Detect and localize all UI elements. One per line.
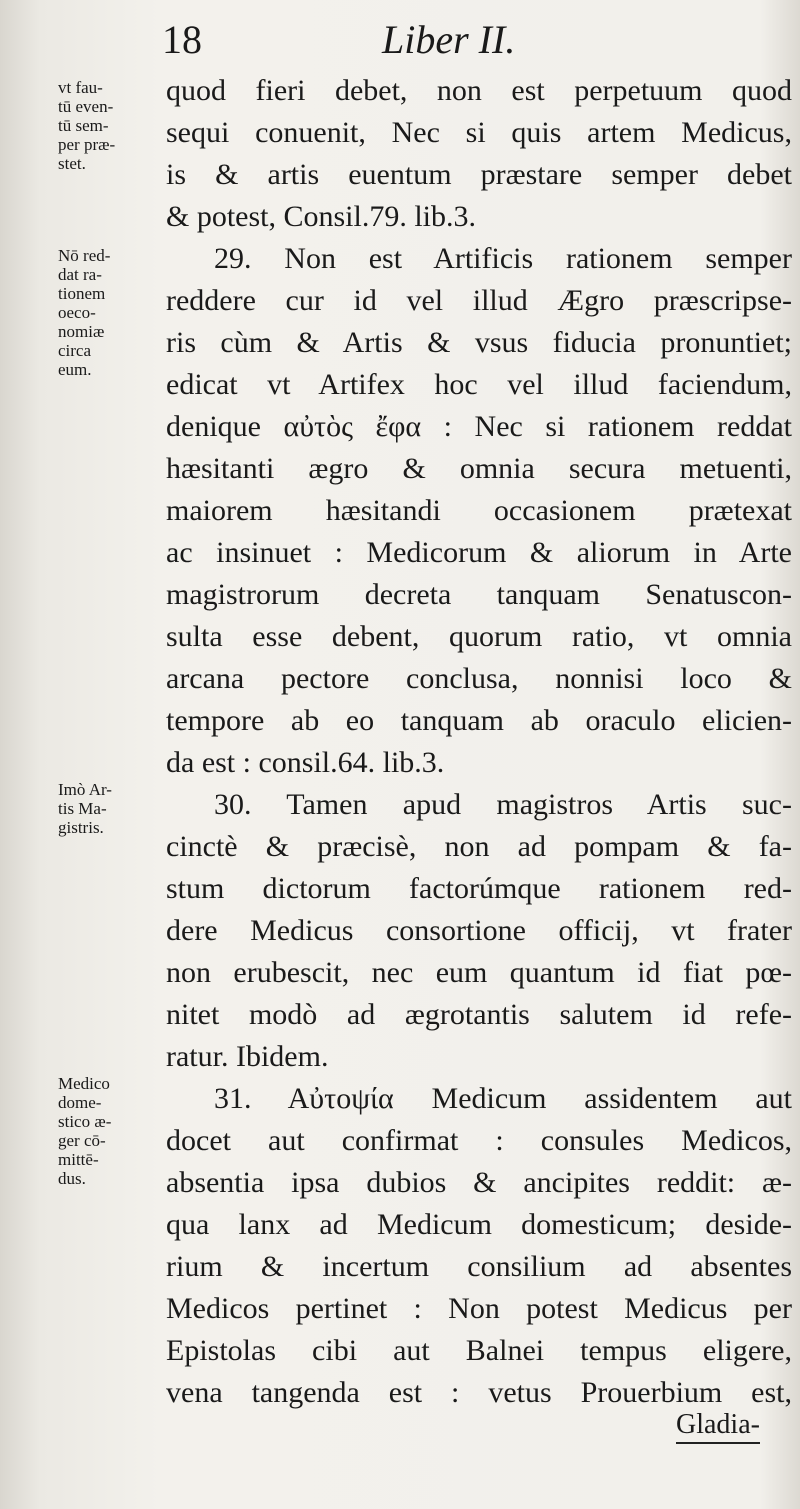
catchword: Gladia- (676, 1408, 760, 1444)
text-line: 29. Non est Artificis rationem semper (214, 242, 792, 275)
margin-note: Medico dome- stico æ- ger cō- mittē- dus. (58, 1074, 112, 1188)
text-line: reddere cur id vel illud Ægro præscripse- (166, 284, 792, 317)
margin-note: Nō red- dat ra- tionem oeco- nomiæ circa eum. (58, 246, 111, 379)
page-number: 18 (162, 17, 202, 62)
text-line: rium & incertum consilium ad absentes (166, 1250, 792, 1283)
text-line: qua lanx ad Medicum domesticum; deside- (166, 1208, 792, 1241)
text-line: denique αὐτὸς ἔφα : Nec si rationem reddat (166, 410, 792, 443)
text-line: non erubescit, nec eum quantum id fiat pœ- (166, 956, 792, 989)
text-line: ris cùm & Artis & vsus fiducia pronuntiet; (166, 326, 792, 359)
text-line: hæsitanti ægro & omnia secura metuenti, (166, 452, 792, 485)
text-line: absentia ipsa dubios & ancipites reddit: æ- (166, 1166, 792, 1199)
text-line: sequi conuenit, Nec si quis artem Medicus, (166, 116, 792, 149)
text-line: vena tangenda est : vetus Prouerbium est, (166, 1376, 792, 1409)
text-line: quod fieri debet, non est perpetuum quod (166, 74, 792, 107)
text-line: arcana pectore conclusa, nonnisi loco & (166, 662, 792, 695)
text-line: magistrorum decreta tanquam Senatuscon- (166, 578, 792, 611)
margin-note: vt fau- tū even- tū sem- per præ- stet. (58, 78, 116, 173)
text-line: & potest, Consil.79. lib.3. (166, 200, 477, 233)
text-line: docet aut confirmat : consules Medicos, (166, 1124, 792, 1157)
text-line: Epistolas cibi aut Balnei tempus eligere, (166, 1334, 792, 1367)
margin-note: Imò Ar- tis Ma- gistris. (58, 780, 112, 837)
text-line: stum dictorum factorúmque rationem red- (166, 872, 792, 905)
text-line: sulta esse debent, quorum ratio, vt omnia (166, 620, 792, 653)
running-head: Liber II. (382, 17, 516, 62)
page-header (150, 16, 750, 70)
text-line: edicat vt Artifex hoc vel illud faciendum, (166, 368, 792, 401)
text-line: Medicos pertinet : Non potest Medicus per (166, 1292, 792, 1325)
text-line: ac insinuet : Medicorum & aliorum in Arte (166, 536, 792, 569)
text-line: tempore ab eo tanquam ab oraculo elicien- (166, 704, 792, 737)
text-line: ratur. Ibidem. (166, 1040, 329, 1073)
text-line: is & artis euentum præstare semper debet (166, 158, 792, 191)
text-line: 31. Αὐτοψία Medicum assidentem aut (214, 1082, 792, 1115)
text-line: cinctè & præcisè, non ad pompam & fa- (166, 830, 792, 863)
text-line: maiorem hæsitandi occasionem prætexat (166, 494, 792, 527)
text-line: dere Medicus consortione officij, vt frater (166, 914, 792, 947)
text-line: nitet modò ad ægrotantis salutem id refe- (166, 998, 792, 1031)
text-line: 30. Tamen apud magistros Artis suc- (214, 788, 792, 821)
text-line: da est : consil.64. lib.3. (166, 746, 445, 779)
